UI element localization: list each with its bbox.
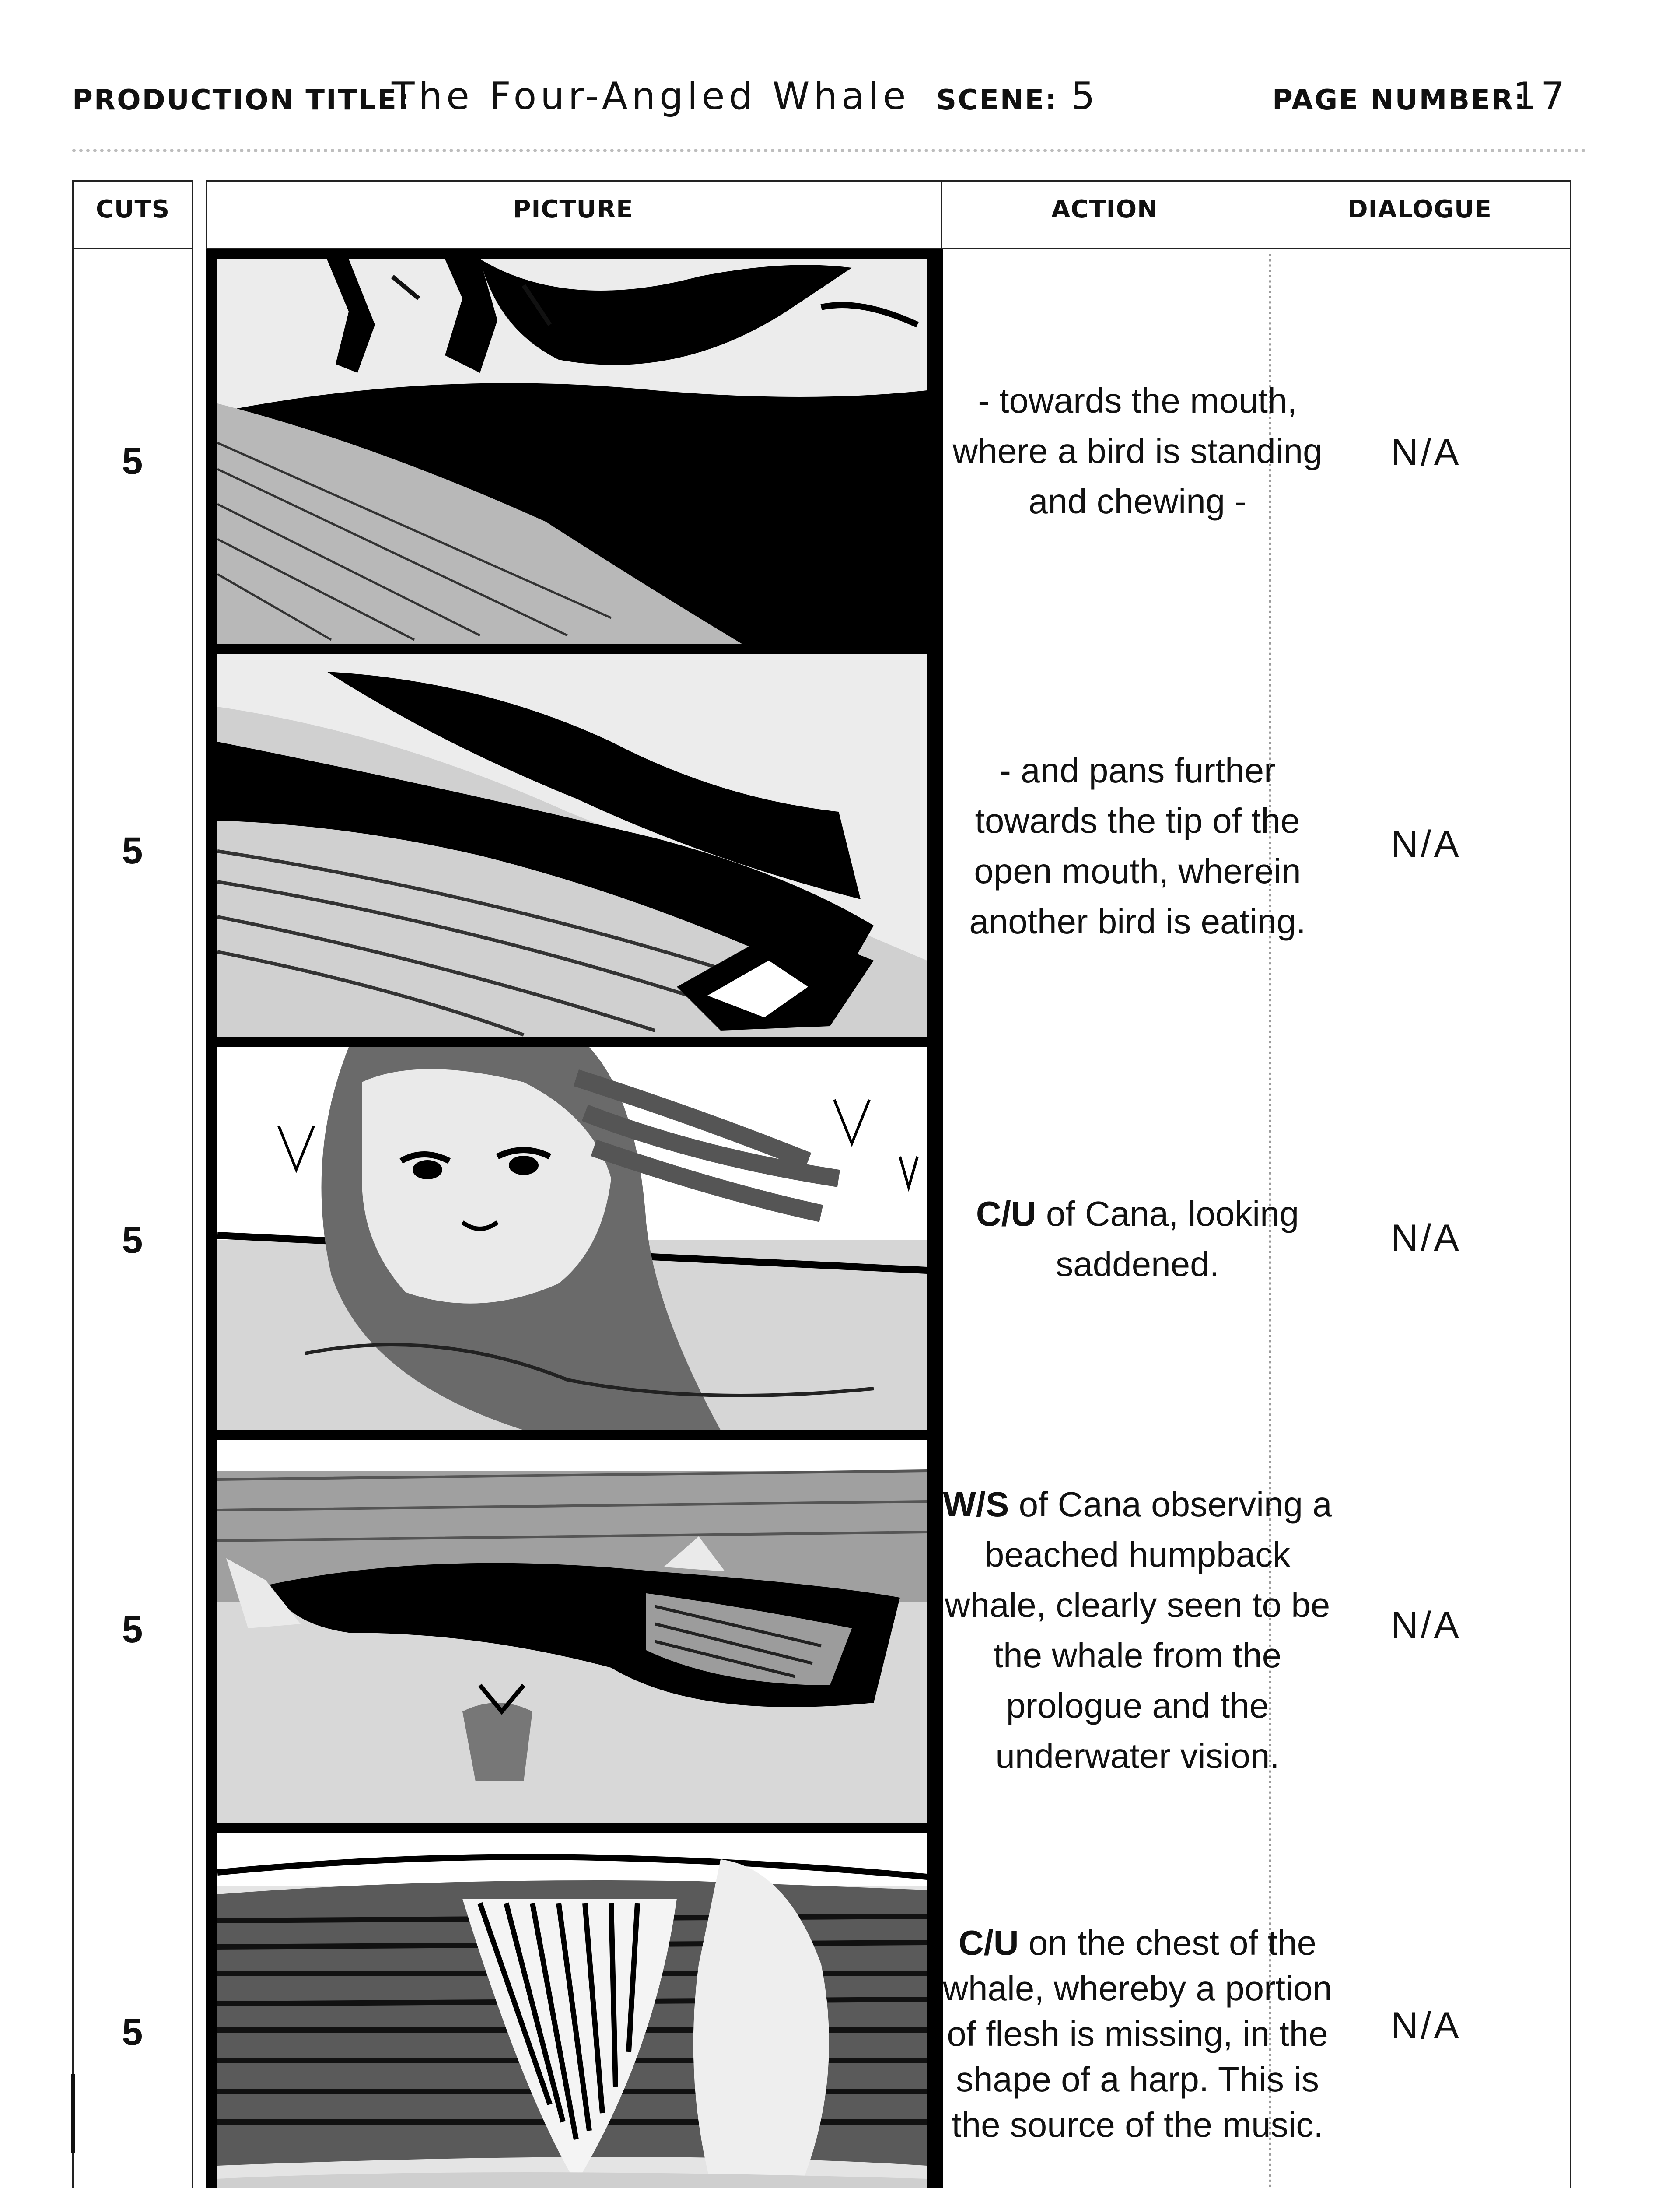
- dialogue-cell: N/A: [1391, 2005, 1462, 2047]
- beached-whale-sketch: [217, 1440, 927, 1823]
- storyboard-panel-2: [217, 654, 927, 1037]
- column-header-cuts: CUTS: [95, 195, 170, 224]
- header-divider: [72, 149, 1586, 152]
- action-description: of Cana observing a beached humpback whale, clearly seen to be the whale from the prologue and the underwater vision.: [945, 1485, 1332, 1775]
- storyboard-panel-4: [217, 1440, 927, 1823]
- cut-number: 5: [122, 830, 143, 872]
- margin-mark: [71, 2074, 75, 2153]
- action-description: - towards the mouth, where a bird is standing and chewing -: [952, 381, 1323, 521]
- column-header-picture: PICTURE: [513, 195, 634, 224]
- page-number: 17: [1513, 74, 1569, 118]
- column-header-dialogue: DIALOGUE: [1348, 195, 1492, 224]
- page-number-label: PAGE NUMBER:: [1272, 84, 1527, 116]
- cut-number: 5: [122, 1219, 143, 1261]
- scene-number: 5: [1071, 74, 1099, 118]
- dialogue-cell: N/A: [1391, 823, 1462, 865]
- action-description: of Cana, looking saddened.: [1036, 1194, 1299, 1283]
- action-shot-type: W/S: [943, 1485, 1009, 1524]
- header-row-rule-cuts: [72, 248, 193, 249]
- action-shot-type: C/U: [976, 1194, 1036, 1233]
- dialogue-cell: N/A: [1391, 1604, 1462, 1646]
- action-description: on the chest of the whale, whereby a portion of flesh is missing, in the shape of a harp. This is the source of the music.: [943, 1923, 1332, 2144]
- cut-number: 5: [122, 440, 143, 482]
- production-title-label: PRODUCTION TITLE:: [72, 84, 410, 116]
- scene-label: SCENE:: [936, 84, 1058, 116]
- storyboard-panel-1: [217, 259, 927, 644]
- action-description: - and pans further towards the tip of the open mouth, wherein another bird is eating.: [969, 750, 1306, 941]
- dialogue-cell: N/A: [1391, 431, 1462, 473]
- whale-mouth-bird-sketch: [217, 259, 927, 644]
- dialogue-cell: N/A: [1391, 1217, 1462, 1259]
- whale-mouth-tip-sketch: [217, 654, 927, 1037]
- whale-chest-harp-sketch: [217, 1833, 927, 2188]
- production-title: The Four-Angled Whale: [392, 74, 910, 118]
- storyboard-panel-5: [217, 1833, 927, 2188]
- action-shot-type: C/U: [958, 1923, 1019, 1962]
- cut-number: 5: [122, 2011, 143, 2053]
- cut-number: 5: [122, 1609, 143, 1651]
- cana-closeup-sketch: [217, 1047, 927, 1430]
- storyboard-panel-3: [217, 1047, 927, 1430]
- column-header-action: ACTION: [1051, 195, 1158, 224]
